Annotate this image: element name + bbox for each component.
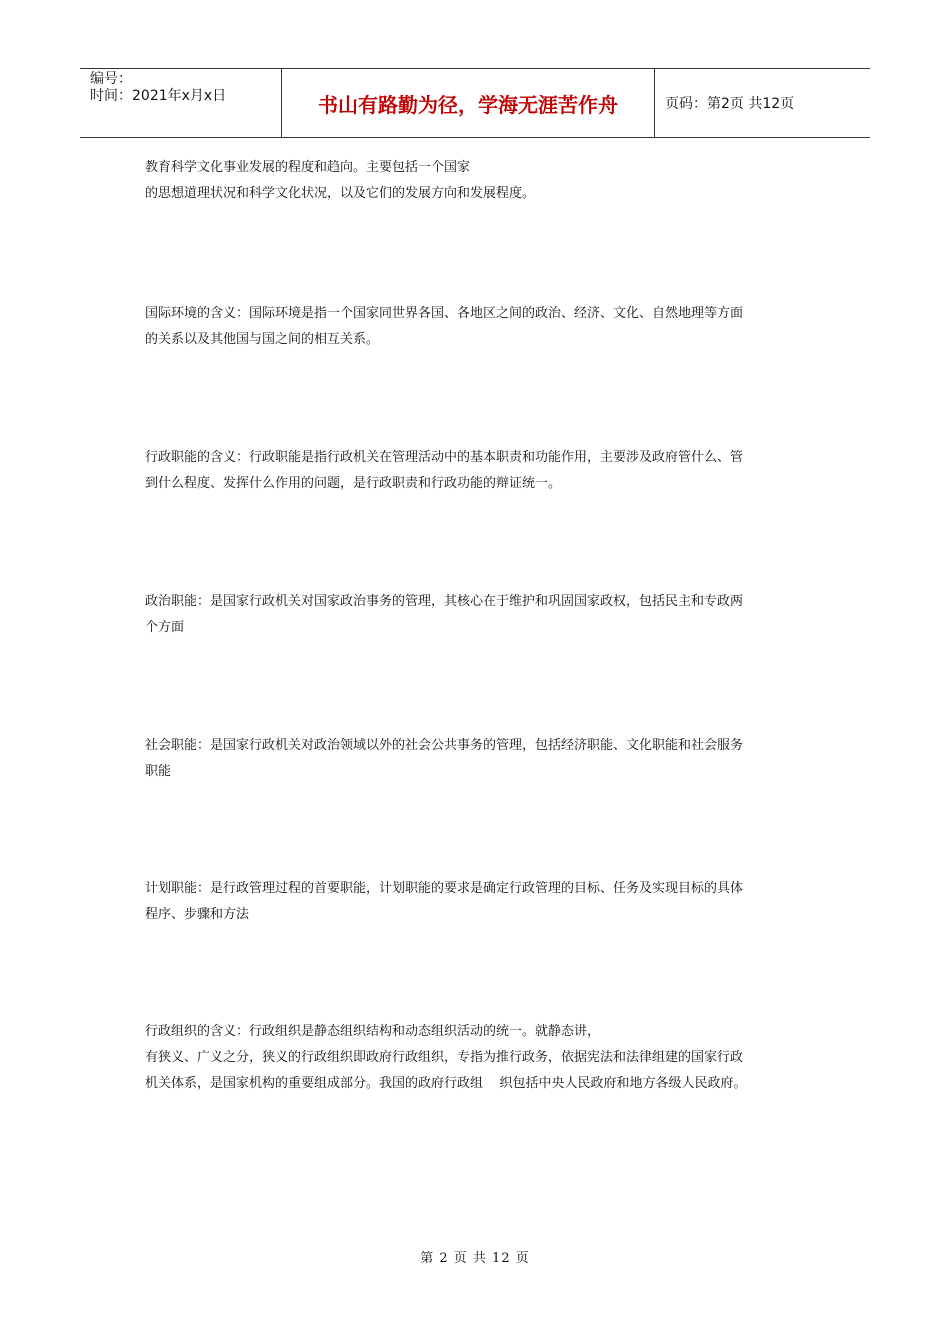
paragraph-line: 职能 [145, 764, 172, 779]
paragraph-line: 到什么程度、发挥什么作用的问题，是行政职责和行政功能的辩证统一。 [145, 476, 562, 491]
header-page-info: 页码：第2页 共12页 [665, 96, 795, 112]
paragraph-culture [145, 155, 813, 207]
paragraph-political-function [145, 589, 813, 641]
paragraph-line: 教育科学文化事业发展的程度和趋向。主要包括一个国家 [145, 160, 471, 175]
paragraph-line: 政治职能：是国家行政机关对国家政治事务的管理，其核心在于维护和巩固国家政权，包括民主和专政两 [145, 594, 744, 609]
paragraph-administrative-function [145, 445, 813, 497]
paragraph-line: 行政组织的含义：行政组织是静态组织结构和动态组织活动的统一。就静态讲， [145, 1024, 601, 1039]
paragraph-line: 社会职能：是国家行政机关对政治领域以外的社会公共事务的管理，包括经济职能、文化职能和社会服务 [145, 738, 744, 753]
paragraph-line: 机关体系，是国家机构的重要组成部分。我国的政府行政组 织包括中央人民政府和地方各级人民政府。 [145, 1076, 747, 1091]
paragraph-international-environment [145, 301, 813, 353]
page-footer: 第 2 页 共 12 页 [420, 1251, 530, 1266]
paragraph-line: 行政职能的含义：行政职能是指行政机关在管理活动中的基本职责和功能作用，主要涉及政府管什么、管 [145, 450, 744, 465]
paragraph-line: 国际环境的含义：国际环境是指一个国家同世界各国、各地区之间的政治、经济、文化、自然地理等方面 [145, 306, 744, 321]
paragraph-administrative-organization [145, 1019, 813, 1097]
paragraph-line: 的思想道理状况和科学文化状况，以及它们的发展方向和发展程度。 [145, 186, 536, 201]
paragraph-line: 程序、步骤和方法 [145, 907, 250, 922]
paragraph-social-function [145, 733, 813, 785]
header-motto: 书山有路勤为径，学海无涯苦作舟 [282, 69, 655, 137]
paragraph-planning-function [145, 876, 813, 928]
paragraph-line: 的关系以及其他国与国之间的相互关系。 [145, 332, 380, 347]
page-header [80, 68, 870, 138]
document-time-label: 时间：2021年x月x日 [90, 88, 227, 104]
paragraph-line: 计划职能：是行政管理过程的首要职能，计划职能的要求是确定行政管理的目标、任务及实现目标的具体 [145, 881, 744, 896]
paragraph-line: 有狭义、广义之分，狭义的行政组织即政府行政组织，专指为推行政务，依据宪法和法律组建的国家行政 [145, 1050, 744, 1065]
header-meta [80, 69, 282, 137]
paragraph-line: 个方面 [145, 620, 185, 635]
document-number-label: 编号： [90, 71, 132, 87]
